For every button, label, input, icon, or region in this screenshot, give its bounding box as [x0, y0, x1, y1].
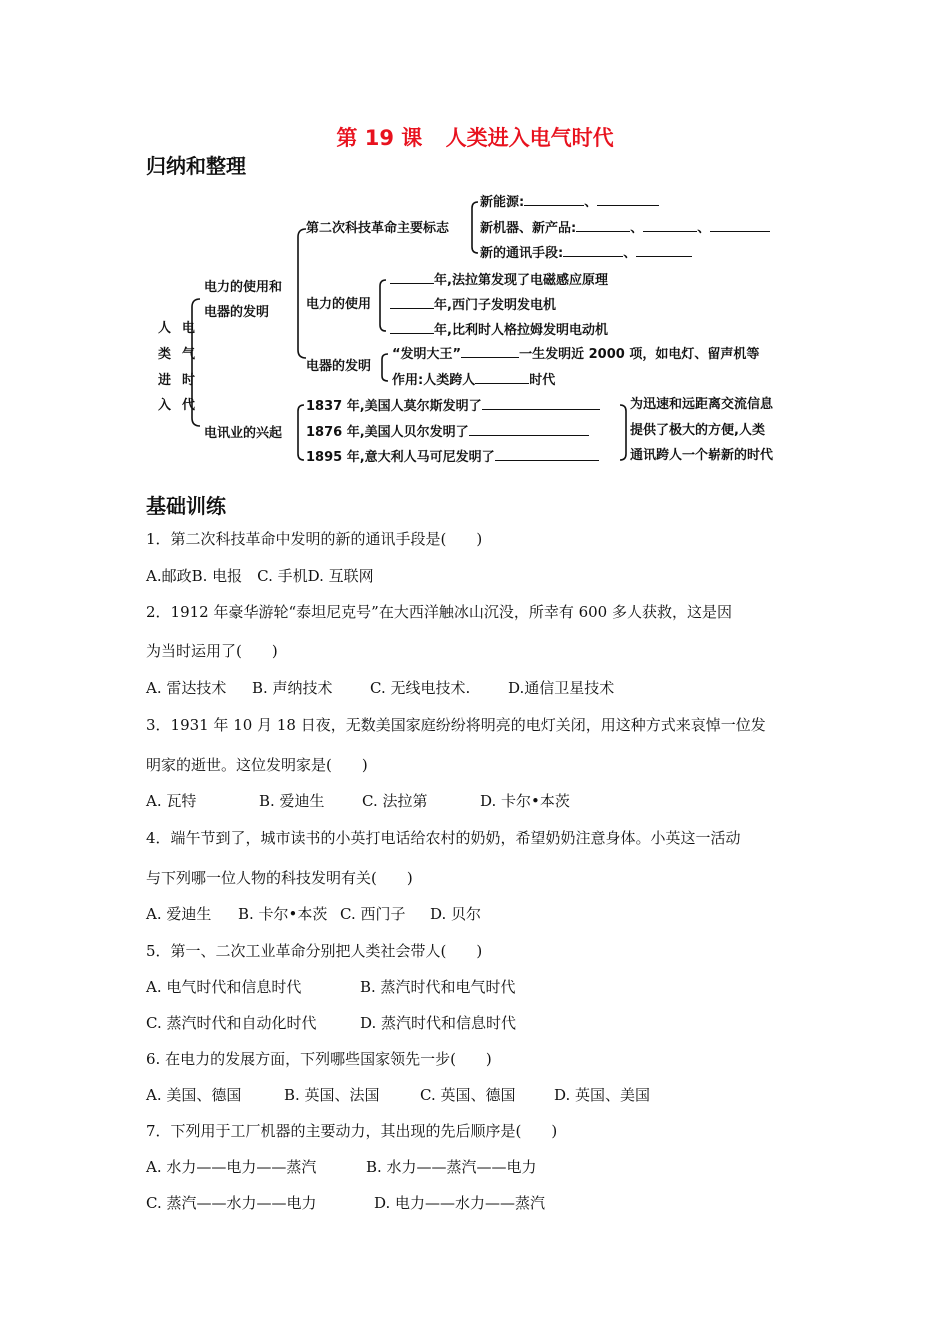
question-text: 为当时运用了( ) — [146, 642, 278, 660]
answer-options — [146, 1085, 650, 1105]
root-char: 代 — [182, 398, 196, 413]
option[interactable]: A. 美国、德国 — [146, 1086, 242, 1104]
question-text: 7．下列用于工厂机器的主要动力，其出现的先后顺序是( ) — [146, 1122, 558, 1140]
branch-electricity-line2: 电器的发明 — [204, 305, 270, 320]
root-char: 电 — [182, 321, 196, 336]
blank[interactable] — [390, 272, 434, 284]
sub-power-label: 电力的使用 — [306, 297, 372, 312]
blank[interactable] — [469, 424, 589, 436]
question-text: 3．1931 年 10 月 18 日夜，无数美国家庭纷纷将明亮的电灯关闭，用这种方式来哀悼一位发 — [146, 716, 766, 734]
option[interactable]: D. 卡尔•本茨 — [480, 792, 570, 810]
blank[interactable] — [597, 194, 659, 206]
option[interactable]: D.通信卫星技术 — [508, 679, 615, 697]
power-item: 年,西门子发明发电机 — [390, 297, 556, 314]
telecom-item: 1895 年,意大利人马可尼发明了 — [306, 449, 599, 466]
blank[interactable] — [390, 297, 434, 309]
appliance-bracket — [382, 354, 388, 381]
mark-machines: 新机器、新产品: 、 、 — [480, 220, 770, 237]
sub-marks-label: 第二次科技革命主要标志 — [306, 221, 450, 236]
root-char: 时 — [182, 373, 196, 388]
answer-options — [146, 791, 570, 811]
answer-options — [146, 1193, 545, 1213]
root-char: 人 — [158, 321, 172, 336]
telecom-result-bracket — [620, 405, 626, 460]
blank[interactable] — [390, 322, 434, 334]
option[interactable]: B. 水力——蒸汽——电力 — [366, 1158, 537, 1176]
blank[interactable] — [636, 245, 692, 257]
power-item: 年,法拉第发现了电磁感应原理 — [390, 272, 608, 289]
option[interactable]: B. 蒸汽时代和电气时代 — [360, 978, 516, 996]
telecom-item: 1876 年,美国人贝尔发明了 — [306, 424, 589, 441]
option[interactable]: D. 贝尔 — [430, 905, 482, 923]
marks-bracket — [472, 202, 478, 253]
telecom-result: 提供了极大的方便,人类 — [630, 423, 765, 438]
branch-electricity-line1: 电力的使用和 — [204, 280, 283, 295]
sub-appliance-label: 电器的发明 — [306, 359, 372, 374]
branch-telecom: 电讯业的兴起 — [204, 426, 283, 441]
blank[interactable] — [495, 449, 599, 461]
section-training-heading: 基础训练 — [146, 494, 226, 518]
mark-comm: 新的通讯手段: 、 — [480, 245, 692, 262]
option[interactable]: D. 英国、美国 — [554, 1086, 651, 1104]
option[interactable]: C. 无线电技术. — [370, 679, 471, 697]
root-char: 进 — [158, 373, 172, 388]
power-bracket — [380, 280, 386, 331]
option[interactable]: C. 蒸汽——水力——电力 — [146, 1194, 317, 1212]
telecom-result: 通讯跨人一个崭新的时代 — [630, 448, 774, 463]
option[interactable]: C. 蒸汽时代和自动化时代 — [146, 1014, 317, 1032]
question-text: 6. 在电力的发展方面，下列哪些国家领先一步( ) — [146, 1050, 492, 1068]
question-text: 1．第二次科技革命中发明的新的通讯手段是( ) — [146, 530, 483, 548]
option[interactable]: A. 水力——电力——蒸汽 — [146, 1158, 317, 1176]
option[interactable]: A. 爱迪生 — [146, 905, 212, 923]
option[interactable]: B. 爱迪生 — [259, 792, 325, 810]
root-char: 类 — [158, 347, 172, 362]
blank[interactable] — [524, 194, 584, 206]
option[interactable]: B. 声纳技术 — [252, 679, 333, 697]
answer-options — [146, 1013, 516, 1033]
blank[interactable] — [563, 245, 623, 257]
root-char: 气 — [182, 347, 196, 362]
question-text: 2．1912 年豪华游轮“泰坦尼克号”在大西洋触冰山沉没，所幸有 600 多人获救，这是因 — [146, 603, 732, 621]
mark-energy: 新能源: 、 — [480, 194, 659, 211]
option[interactable]: A. 瓦特 — [146, 792, 197, 810]
blank[interactable] — [576, 220, 630, 232]
blank[interactable] — [482, 398, 600, 410]
answer-options — [146, 977, 516, 997]
option[interactable]: C. 法拉第 — [362, 792, 428, 810]
lesson-name: 人类进入电气时代 — [445, 126, 614, 150]
option[interactable]: C. 英国、德国 — [420, 1086, 516, 1104]
option[interactable]: D. 电力——水力——蒸汽 — [374, 1194, 546, 1212]
blank[interactable] — [461, 346, 519, 358]
blank[interactable] — [643, 220, 697, 232]
option[interactable]: B. 卡尔•本茨 — [238, 905, 328, 923]
blank[interactable] — [475, 372, 529, 384]
question-text: 4．端午节到了，城市读书的小英打电话给农村的奶奶，希望奶奶注意身体。小英这一活动 — [146, 829, 741, 847]
option[interactable]: A.邮政B. 电报 C. 手机D. 互联网 — [146, 567, 374, 585]
option[interactable]: C. 西门子 — [340, 905, 406, 923]
option[interactable]: A. 雷达技术 — [146, 679, 227, 697]
option[interactable]: B. 英国、法国 — [284, 1086, 380, 1104]
branch1-bracket — [298, 229, 306, 358]
appliance-effect: 作用:人类跨人 时代 — [392, 373, 556, 388]
question-text: 与下列哪一位人物的科技发明有关( ) — [146, 869, 413, 887]
answer-options — [146, 1157, 537, 1177]
option[interactable]: D. 蒸汽时代和信息时代 — [360, 1014, 517, 1032]
lesson-number: 第 19 课 — [336, 126, 423, 150]
telecom-bracket — [298, 405, 304, 460]
telecom-result: 为迅速和远距离交流信息 — [630, 397, 774, 412]
option[interactable]: A. 电气时代和信息时代 — [146, 978, 302, 996]
question-text: 5．第一、二次工业革命分别把人类社会带人( ) — [146, 942, 483, 960]
question-text: 明家的逝世。这位发明家是( ) — [146, 756, 368, 774]
answer-options — [146, 566, 374, 586]
concept-diagram — [146, 186, 806, 470]
appliance-inventor: “发明大王” 一生发明近 2000 项，如电灯、留声机等 — [392, 347, 760, 362]
root-char: 入 — [158, 398, 172, 413]
blank[interactable] — [710, 220, 770, 232]
telecom-item: 1837 年,美国人莫尔斯发明了 — [306, 398, 600, 415]
answer-options — [146, 678, 614, 698]
section-summary-heading: 归纳和整理 — [146, 154, 246, 178]
page-title — [0, 122, 950, 152]
answer-options — [146, 904, 481, 924]
power-item: 年,比利时人格拉姆发明电动机 — [390, 322, 608, 339]
